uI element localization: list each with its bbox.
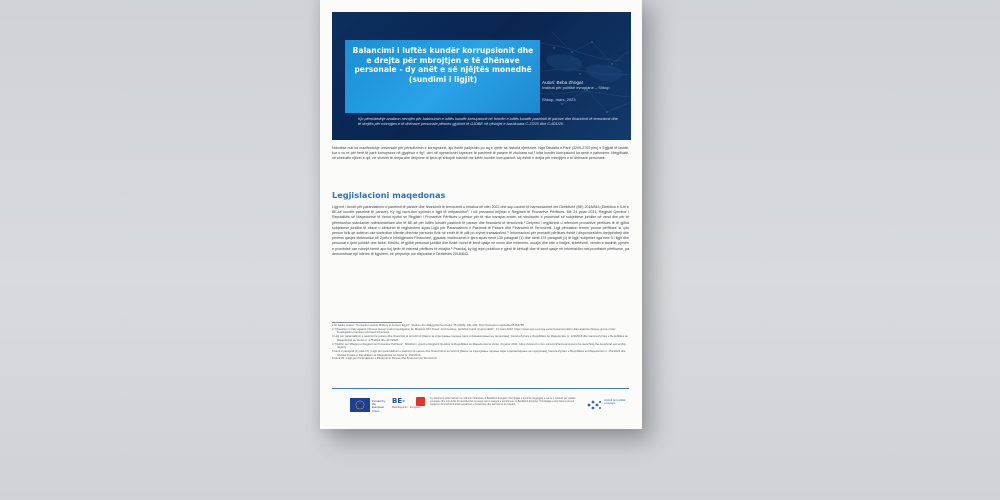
eu-disclaimer: Ky dokument është hartuar me ndihmën financiare të Bashkimit Evropian. Përmbajtja e tij është përgjegjësi e vetme e Institutit për politikë evropiane dhe nuk duhet të konsiderohet në asnjë rast si pasqyrë e qëndrimeve të Bashkimit Evropian. Përmbajtja e këtij dokumenti nuk pasqyron domosdoshmërisht qëndrimet e donatorëve dhe partnerëve të projektit. bbox=[430, 397, 576, 407]
institute-logo-icon bbox=[586, 398, 602, 412]
footer-logos bbox=[332, 394, 629, 416]
document-page bbox=[320, 0, 642, 429]
author-affiliation: Instituti për politikë evropiane – Shkup bbox=[542, 85, 610, 91]
title-box bbox=[345, 40, 540, 113]
footnote-item: 6 Neni 39 i Ligjit për Parandalimin e Pastrimit të Parave dhe Financimit të Terrorizmit. bbox=[332, 356, 438, 361]
footer-divider bbox=[332, 388, 629, 389]
main-paragraph: Ligji më i fundit për parandalimin e pastrimit të parave dhe financimit të terrorizmit u miratua në vitin 2022 dhe sup-ozohet të harmonizohet me Direktivën (BE) 2018/843 (Direktiva e 5-të e BE-së kundër pastrimit të parave). Ky ligj vazh-don synimin e ligjit të mëparshëm³, i cili prezantoi krijimin e Regjistrit të Pronarëve Përfitues. Më 24 janar 2021, Regjistri Qendror i Republikës së Maqedonisë të Veriut njoftoi se Regjistri i Pronarëve Përfitues u përdor për të ritur transpar-encën në strukturën e pronësisë së subjekteve juridike në vend dhe për të përmbushur standardet ndërkombëtare dhe të BE-së për luftën kundër pastrimit të parave dhe financimit të terrorizmit.⁴ Detyrimi i regjistrimit u referohet pronarëve përfitues të të gjitha subjekteve juridike të cilave u kërkohet të regjistrohen sipas Ligjit për Parandalimin e Pastrimit të Parave dhe Financimit të Terrorizmit. Ligji përcakton termin 'pronar përfitues' si 'çdo person fizik që zotëron ose kontrollon klientin dhe/ose personin fizik në emër të të cilit po kryhet transaksioni'.⁵ Informacioni për pronarët përfitues është i disponueshëm drejtpërdrejt dhe përmes qasjes elektronike në Zyrën e Inteligjencës Financiare, gjykatat, institucionet e tjera sipas nenit 130 paragrafi (1) dhe nenit 131 paragrafi (1) të ligjit, subjektet nga neni 5 i ligjit dhe personat e tjerë juridikë dhe fizikë. Kështu, të gjithë personat juridikë dhe fizikë mund të kenë qasje në emrin dhe mbiemrin, muajin dhe vitin e lindjes, shtetësinë, vendin e banimit, pjesën e pronësisë ose ndonjë formë apo lloj tjetër të interesit përfitues të mbajtur.⁶ Prandaj, ky ligj lejon publikun e gjerë të kërkojë dhe të kenë qasje në informacion mbi pronësinë përfituese, pa demonstruar një interes të ligjshëm, në përputhje me dispozitat e Direktivës 2018/843. bbox=[332, 205, 629, 256]
publication-date: Shkup, mars, 2023 bbox=[542, 96, 576, 102]
hero-banner bbox=[332, 12, 631, 140]
footnote-item: 3 Ligji për parandalimin e pastrimit të parave dhe financimit të terrorizmit [Закон за спречување перење пари и финансирање на тероризам], Gazeta Zyrtare e Republikës së Maqedonisë nr. 120/2018 dhe Gazeta Zyrtare e Republikës së Maqedonisë së Veriut nr. 275/2019 dhe 317/2020. bbox=[332, 334, 628, 342]
footnotes bbox=[332, 324, 629, 361]
author-name: Autori: Beba Zhogar bbox=[542, 80, 584, 85]
intro-paragraph: Ndonëse nuk ka manifestohje universale për përkufizimin e korrupsionit, ajo është padyshim po aq e vjetër sa historia njerëzore. Nga Dinastia e Parë (3200-2700 pes) e Egjiptit të lashtë, kur u vu re për herë të parë korrupsioni në gjyqësor e fig¹, deri në operacionet kryesore të pastrimit të parave të zbuluara sot,² lufta kundër korrupsionit ka qenë e pafundme. Megjithatë, në shekullin njëzet e një, ne shohim të drejta dhe detyrime të tjera që shkojnë bashkë me luftën kundër korrupsionit, siç është e drejta për mbrojtjen e të dhënave personale. bbox=[332, 146, 629, 161]
eu-funding-label: Funded by the European Union bbox=[372, 399, 386, 413]
be-logo: BE- bbox=[392, 397, 406, 405]
be-logo-subtitle: Bashkëpunim · Evropian bbox=[392, 406, 421, 409]
partner-logo-icon bbox=[416, 397, 425, 406]
eu-flag-icon bbox=[350, 398, 370, 412]
institute-name: Instituti për politikë evropiane bbox=[604, 399, 626, 406]
abstract-text: Kjo përmbledhje analizon nevojën për balancimin e luftës kundër korrupsionit në formën e luftës kundër pastrimit të parave dhe financimit të terrorizmit dhe të drejtës për mbrojtjen e të dhënave personale përmes gjykimit të GJDBE në çështjet e bashkuara C-37/20 dhe C-601/20. bbox=[358, 117, 618, 126]
footnote-item: 5 Neni 2 paragrafi (1) pika 17) i Ligjit për parandalimin e pastrimit të parave dhe financimit të terrorizmit [Закон за спречување перење пари и финансирање на тероризам], Gazeta Zyrtare e Republikës së Maqedonisë nr. 151/2022 dhe Gazeta Zyrtare e Republikës së Maqedonisë së Veriut nr. 151/2022. bbox=[332, 348, 626, 357]
document-title: Balancimi i luftës kundër korrupsionit dhe e drejta për mbrojtjen e të dhënave personale - dy anët e së njëjtës monedhë (sundimi i ligjit) bbox=[352, 46, 534, 84]
footnote-item: 1 El Sadiq, Hazar: "Corruption and its Bribery in Ancient Egypt", Studies Zur Altägyptischen Kultur 35 (2006): 191-106, http://www.jstor.org/stable/25152785. bbox=[332, 323, 525, 327]
footnote-item: 4 "Njoftim për Mbetjen e Regjistrit të Pronarëve Përfitues", Shërbimi i qytetit e Regjistrit Qendror të Republikës së Maqedonisë të Veriut, 24 janar 2021, https://www.crm.com.mk/en/mlf/announcement-for-launching-the-beneficial-ownership-registry. bbox=[332, 341, 627, 350]
author-meta bbox=[542, 80, 630, 102]
section-heading: Legjislacioni maqedonas bbox=[332, 190, 446, 200]
footnote-item: 2 "Operation in Italy against Chinese Group under investigation for Massive VAT Fraud: 12 Arrestime, përfshirë kuptë 'grupit publik'", 21 mars 2022, https://www.eppo.europa.eu/en/news/operation-italy-against-chinese-group-under-investigation-massive-vat-fraud-12-arrests. bbox=[332, 326, 617, 335]
